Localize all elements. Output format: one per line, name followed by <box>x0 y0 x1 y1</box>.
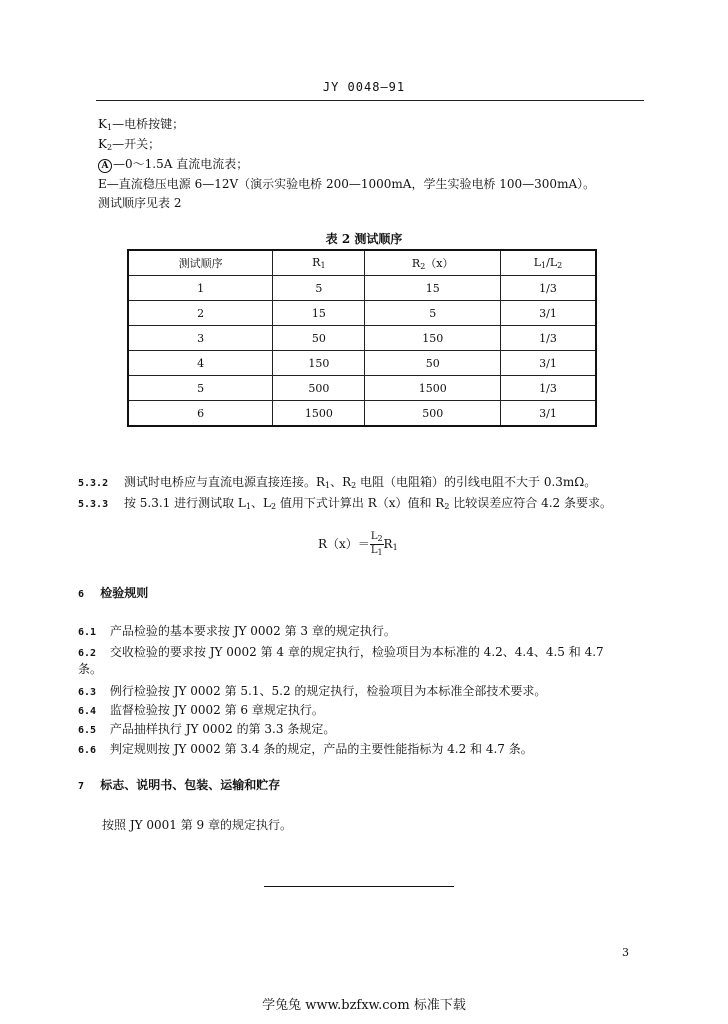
clause-number: 6.1 <box>78 627 97 638</box>
clause-text: 交收检验的要求按 JY 0002 第 4 章的规定执行，检验项目为本标准的 4.2、4.4、4.5 和 4.7 <box>109 645 604 659</box>
table-cell: 1/3 <box>500 376 596 401</box>
clause-text: 按 5.3.1 进行测试取 L <box>123 496 246 510</box>
table-cell: 3/1 <box>500 351 596 376</box>
table-row <box>128 376 596 401</box>
table-cell: 150 <box>273 351 365 376</box>
formula-numerator: L <box>370 531 378 542</box>
legend-ammeter <box>98 155 248 173</box>
col-header-r1-sub: 1 <box>320 261 326 270</box>
section-7-heading <box>78 776 280 793</box>
table-cell: 1 <box>128 276 273 301</box>
clause-number: 6.6 <box>78 745 97 756</box>
clause-number: 5.3.3 <box>78 499 109 510</box>
subscript: 2 <box>444 502 450 511</box>
table-row <box>128 401 596 427</box>
clause-5-3-2 <box>78 473 596 490</box>
subscript: 1 <box>324 481 331 490</box>
subscript: 2 <box>377 534 383 543</box>
legend-k1 <box>98 115 184 132</box>
table-row <box>128 326 596 351</box>
clause-number: 5.3.2 <box>78 478 109 489</box>
table-cell: 500 <box>365 401 501 427</box>
end-rule <box>264 886 454 887</box>
subscript: 1 <box>392 543 398 552</box>
legend-k2-subscript: 2 <box>106 143 113 152</box>
legend-k2-text: —开关； <box>112 137 161 151</box>
col-header-r1 <box>273 250 365 276</box>
subscript: 1 <box>377 548 383 557</box>
section-6-heading <box>78 584 148 601</box>
ratio-formula <box>318 531 398 558</box>
table-cell: 15 <box>273 301 365 326</box>
clause-6-6 <box>78 740 533 757</box>
table-cell: 50 <box>365 351 501 376</box>
col-header-l-mid: /L <box>546 256 558 269</box>
clause-text: 例行检验按 JY 0002 第 5.1、5.2 的规定执行，检验项目为本标准全部技术要求。 <box>109 684 547 698</box>
table-cell: 3/1 <box>500 301 596 326</box>
table-cell: 4 <box>128 351 273 376</box>
col-header-l-sub2: 2 <box>557 261 563 270</box>
table-header-row <box>128 250 596 276</box>
col-header-r2x <box>365 250 501 276</box>
legend-k2-symbol: K <box>98 137 107 151</box>
col-header-ratio <box>500 250 596 276</box>
subscript: 2 <box>351 481 357 490</box>
subscript: 1 <box>245 502 251 511</box>
formula-rhs: R <box>383 537 393 551</box>
clause-text: 值用下式计算出 R（x）值和 R <box>276 496 445 510</box>
legend-k2 <box>98 135 160 152</box>
test-order-table <box>127 249 597 427</box>
clause-text: 产品检验的基本要求按 JY 0002 第 3 章的规定执行。 <box>109 624 396 638</box>
table-row <box>128 301 596 326</box>
legend-power-supply: E—直流稳压电源 6—12V（演示实验电桥 200—1000mA，学生实验电桥 100—300mA）。 <box>98 177 596 191</box>
legend-k1-text: —电桥按键； <box>112 117 185 131</box>
table-cell: 5 <box>273 276 365 301</box>
table-cell: 5 <box>365 301 501 326</box>
clause-6-5 <box>78 720 335 737</box>
col-header-r2-sub: 2 <box>420 262 426 271</box>
table-cell: 3 <box>128 326 273 351</box>
table-row <box>128 351 596 376</box>
formula-lhs: R（x）＝ <box>318 537 370 551</box>
table-cell: 1500 <box>365 376 501 401</box>
clause-6-2 <box>78 643 604 660</box>
clause-text: 、R <box>330 475 352 489</box>
clause-number: 6.2 <box>78 648 97 659</box>
clause-6-4 <box>78 701 324 718</box>
section-number: 7 <box>78 781 85 792</box>
col-header-r2-sym: R <box>411 257 421 270</box>
clause-number: 6.5 <box>78 725 97 736</box>
section-title: 检验规则 <box>100 586 149 600</box>
table-row <box>128 276 596 301</box>
legend-k1-symbol: K <box>98 117 107 131</box>
table-cell: 6 <box>128 401 273 427</box>
table-cell: 3/1 <box>500 401 596 427</box>
clause-text: 测试时电桥应与直流电源直接连接。R <box>123 475 325 489</box>
formula-fraction <box>370 531 384 558</box>
table-cell: 50 <box>273 326 365 351</box>
table-cell: 1/3 <box>500 276 596 301</box>
col-header-l-sub1: 1 <box>541 261 547 270</box>
clause-text: 、L <box>250 496 271 510</box>
col-header-r1-sym: R <box>312 256 321 269</box>
formula-denominator: L <box>370 545 378 556</box>
header-rule <box>96 100 644 101</box>
table-cell: 500 <box>273 376 365 401</box>
section-7-body: 按照 JY 0001 第 9 章的规定执行。 <box>102 818 292 832</box>
clause-number: 6.3 <box>78 687 97 698</box>
subscript: 2 <box>270 502 277 511</box>
table2-caption: 表 2 测试顺序 <box>325 232 403 246</box>
clause-6-1 <box>78 622 396 639</box>
clause-text: 比较误差应符合 4.2 条要求。 <box>449 496 612 510</box>
clause-text: 电阻（电阻箱）的引线电阻不大于 0.3mΩ。 <box>356 475 597 489</box>
clause-5-3-3 <box>78 494 612 511</box>
document-code-header: JY 0048—91 <box>322 80 406 94</box>
col-header-l-sym: L <box>533 256 542 269</box>
ammeter-symbol-icon: A <box>98 159 112 173</box>
table-cell: 2 <box>128 301 273 326</box>
legend-k1-subscript: 1 <box>106 123 113 132</box>
clause-text: 产品抽样执行 JY 0002 的第 3.3 条规定。 <box>109 722 336 736</box>
table-cell: 5 <box>128 376 273 401</box>
table-cell: 15 <box>365 276 501 301</box>
clause-6-2-continuation: 条。 <box>78 662 103 676</box>
table-cell: 1/3 <box>500 326 596 351</box>
see-table-note: 测试顺序见表 2 <box>98 196 182 210</box>
table-cell: 150 <box>365 326 501 351</box>
col-header-r2-suffix: （x） <box>425 257 454 270</box>
clause-6-3 <box>78 682 546 699</box>
section-number: 6 <box>78 589 85 600</box>
legend-ammeter-text: —0～1.5A 直流电流表； <box>113 157 249 171</box>
watermark-footer: 学兔兔 www.bzfxw.com 标准下载 <box>262 998 466 1013</box>
clause-text: 监督检验按 JY 0002 第 6 章规定执行。 <box>109 703 324 717</box>
page-number: 3 <box>622 946 629 959</box>
table-cell: 1500 <box>273 401 365 427</box>
col-header-test-order: 测试顺序 <box>128 250 273 276</box>
section-title: 标志、说明书、包装、运输和贮存 <box>100 778 281 792</box>
clause-number: 6.4 <box>78 706 97 717</box>
clause-text: 判定规则按 JY 0002 第 3.4 条的规定，产品的主要性能指标为 4.2 和 4.7 条。 <box>109 742 533 756</box>
